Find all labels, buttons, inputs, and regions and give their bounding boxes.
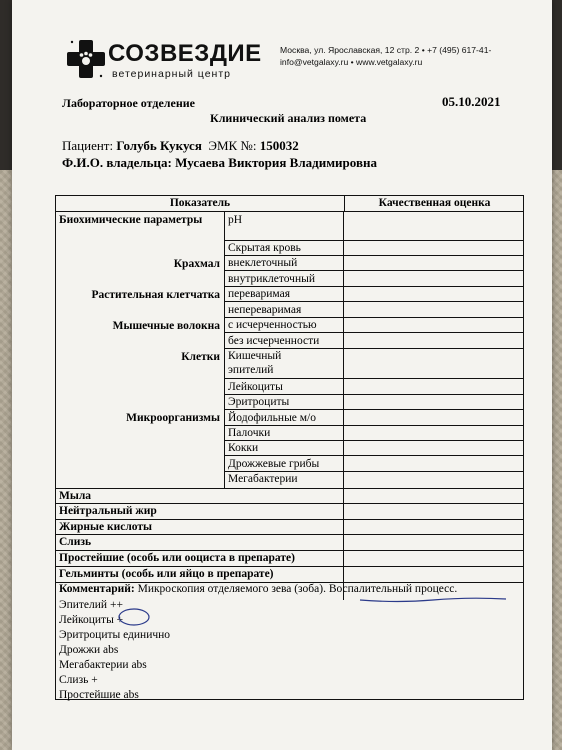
item-rods: Палочки	[228, 427, 271, 439]
item-leukocytes: Лейкоциты	[228, 381, 283, 393]
clinic-subtitle: ветеринарный центр	[112, 68, 231, 80]
clinic-contacts	[280, 44, 562, 68]
handwritten-underline	[358, 596, 508, 604]
comment-line: Эритроциты единично	[59, 629, 171, 641]
item-digestible: переваримая	[228, 288, 290, 300]
clinic-logo	[66, 38, 276, 84]
item-intestinal-2: эпителий	[228, 364, 274, 376]
row-line	[224, 332, 524, 333]
comment-line: Простейшие abs	[59, 689, 139, 701]
document-page	[12, 0, 552, 750]
row-line	[56, 566, 524, 567]
comment-header	[59, 583, 457, 596]
row-line	[56, 550, 524, 551]
comment-text: Микроскопия отделяемого зева (зоба).	[137, 583, 326, 595]
group-micro: Микроорганизмы	[126, 412, 220, 424]
row-line	[224, 301, 524, 302]
comment-line: Мегабактерии abs	[59, 659, 147, 671]
row-line	[224, 409, 524, 410]
row-line	[56, 534, 524, 535]
clinic-address: Москва, ул. Ярославская, 12 стр. 2 • +7 (495) 617-41-	[280, 45, 492, 55]
comment-line: Эпителий ++	[59, 599, 123, 611]
row-line	[224, 440, 524, 441]
row-line	[56, 519, 524, 520]
comment-line: Слизь +	[59, 674, 98, 686]
row-line	[224, 455, 524, 456]
item-intracellular: внутриклеточный	[228, 273, 315, 285]
item-occult-blood: Скрытая кровь	[228, 242, 301, 254]
owner-name: Мусаева Виктория Владимировна	[175, 155, 377, 170]
row-line	[56, 503, 524, 504]
handwritten-circle	[116, 607, 152, 627]
item-cocci: Кокки	[228, 442, 259, 454]
item-yeast: Дрожжевые грибы	[228, 458, 320, 470]
report-title: Клинический анализ помета	[210, 111, 367, 125]
header-quality: Качественная оценка	[344, 196, 524, 212]
row-line	[224, 471, 524, 472]
item-ph: pH	[228, 214, 243, 226]
clinic-name: СОЗВЕЗДИЕ	[108, 40, 262, 67]
row-line	[224, 394, 524, 395]
patient-name: Голубь Кукуся	[116, 138, 202, 153]
comment-label: Комментарий:	[59, 583, 135, 595]
comment-line: Лейкоциты +	[59, 614, 124, 626]
divider-group-col	[224, 212, 225, 488]
clinic-web: info@vetgalaxy.ru • www.vetgalaxy.ru	[280, 57, 423, 67]
row-line	[224, 317, 524, 318]
paw-cross-logo-icon	[66, 38, 106, 80]
table-header	[56, 196, 523, 212]
analysis-table	[55, 195, 524, 700]
row-soap: Мыла	[59, 490, 92, 502]
row-neutral-fat: Нейтральный жир	[59, 505, 157, 517]
group-cells: Клетки	[181, 351, 220, 363]
item-erythrocytes: Эритроциты	[228, 396, 290, 408]
owner-label: Ф.И.О. владельца:	[62, 155, 172, 170]
row-line	[224, 240, 524, 241]
row-fatty-acids: Жирные кислоты	[59, 521, 153, 533]
row-line	[224, 348, 524, 349]
item-intestinal-1: Кишечный	[228, 350, 282, 362]
item-striated: с исчерченностью	[228, 319, 317, 331]
group-biochem: Биохимические параметры	[59, 214, 203, 226]
item-extracellular: внеклеточный	[228, 257, 298, 269]
header-indicator: Показатель	[169, 197, 231, 209]
row-line	[224, 270, 524, 271]
row-helminths: Гельминты (особь или яйцо в препарате)	[59, 568, 274, 580]
item-iodophilic: Йодофильные м/о	[228, 412, 316, 424]
item-megabacteria: Мегабактерии	[228, 473, 298, 485]
emk-label: ЭМК №:	[208, 138, 257, 153]
item-non-striated: без исчерченности	[228, 335, 320, 347]
row-line	[224, 378, 524, 379]
row-line	[224, 255, 524, 256]
row-line	[224, 286, 524, 287]
owner-line	[62, 155, 377, 171]
comment-line: Дрожжи abs	[59, 644, 119, 656]
patient-line	[62, 138, 299, 154]
patient-label: Пациент:	[62, 138, 114, 153]
item-indigestible: непереваримая	[228, 304, 302, 316]
comment-conclusion: Воспалительный процесс.	[328, 583, 458, 595]
row-line	[224, 425, 524, 426]
group-muscle: Мышечные волокна	[112, 320, 220, 332]
group-starch: Крахмал	[173, 258, 220, 270]
emk-number: 150032	[259, 138, 299, 153]
row-line	[56, 488, 524, 489]
row-protozoa: Простейшие (особь или ооциста в препарате)	[59, 552, 295, 564]
row-mucus: Слизь	[59, 536, 92, 548]
department: Лабораторное отделение	[62, 96, 195, 110]
group-fiber: Растительная клетчатка	[91, 289, 220, 301]
report-date: 05.10.2021	[442, 94, 501, 109]
